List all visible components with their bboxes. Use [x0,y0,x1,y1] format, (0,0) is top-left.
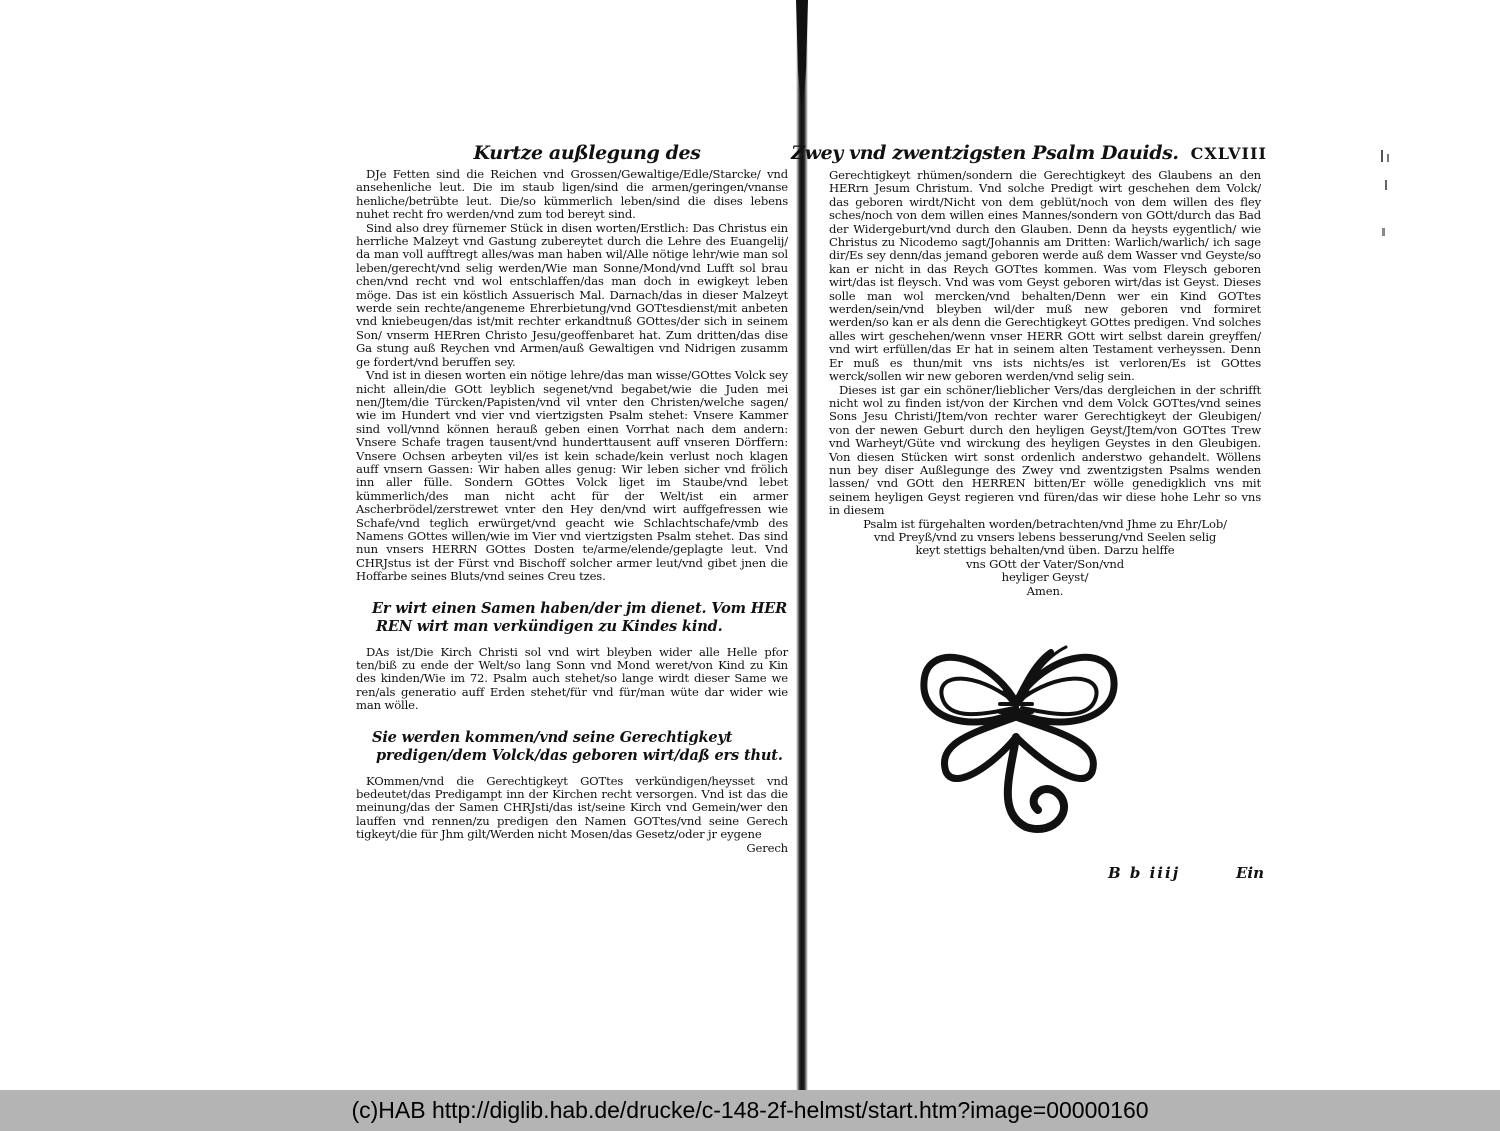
left-paragraph-4: DAs ist/Die Kirch Christi sol vnd wirt bleyben wider alle Helle pfor ten/biß zu ende der Welt/so lang Sonn vnd Mond weret/von Kind zu Kin des kinden/Wie im 72. Psalm auch stehet/so lange wirdt dieser Same we ren/als generatio auff Erden stehet/für vnd für/man wüte dar wider wie man wölle. [356,644,788,713]
gutter-top-shadow [790,0,814,110]
right-running-header-row [771,140,1267,167]
signature-mark: B b iiij [1108,864,1181,882]
footer-source-url: (c)HAB http://diglib.hab.de/drucke/c-148-2f-helmst/start.htm?image=00000160 [351,1097,1149,1123]
closing-line: Amen. [1026,583,1064,598]
closing-line: vns GOtt der Vater/Son/vnd [966,556,1124,571]
right-catchword: Ein [1236,864,1265,882]
closing-line: keyt stettigs behalten/vnd üben. Darzu helffe [915,543,1175,558]
left-paragraph-5: KOmmen/vnd die Gerechtigkeyt GOTtes verkündigen/heysset vnd bedeutet/das Predigampt inn der Kirchen recht versorgen. Vnd ist das die meinung/das der Samen CHRJsti/das ist/seine Kirch vnd Gemein/wer den lauffen vnd rennen/zu predigen den Namen GOTtes/vnd seine Gerech tigkeyt/die für Jhm gilt/Werden nicht Mosen/das Gesetz/oder jr eygene [356,773,788,842]
folio-number: CXLVIII [1190,144,1267,163]
right-paragraph-1: Gerechtigkeyt rhümen/sondern die Gerechtigkeyt des Glaubens an den HERrn Jesum Christum. Vnd solche Predigt wirt geschehen dem Volck/ das geboren wirdt/Nicht von dem geblüt/noch von dem willen des fley sches/noch von dem willen eines Mannes/sondern von GOtt/durch das Bad der Widergeburt/vnd durch den Glauben. Denn da heysts eygentlich/ wie Christus zu Nicodemo sagt/Johannis am Dritten: Warlich/warlich/ ich sage dir/Es sey denn/das jemand geboren werde auß dem Wasser vnd Geyste/so kan er nicht in das Reych GOTtes kommen. Was vom Fleysch geboren wirt/das ist fleysch. Vnd was vom Geyst geboren wirt/das ist Geyst. Dieses solle man wol mercken/vnd behalten/Denn wer ein Kind GOTtes werden/sein/vnd bleyben wil/der muß new geboren vnd formiret werden/so kan er als denn die Gerechtigkeyt GOttes predigen. Vnd solches alles wirt geschehen/wenn vnser HERR GOtt wirt selbst darein greyffen/ vnd wirt erfüllen/das Er hat in seinem alten Testament verheyssen. Denn Er muß es thun/mit vns ists nichts/es ist verloren/Es ist GOttes werck/sollen wir new geboren werden/vnd selig sein. [829,168,1261,384]
page-edge-specks [1376,150,1396,250]
left-verse-2: Sie werden kommen/vnd seine Gerechtigkeyt predigen/dem Volck/das geboren wirt/daß ers thut. [372,728,783,764]
closing-line: Psalm ist fürgehalten worden/betrachten/vnd Jhme zu Ehr/Lob/ [863,516,1227,531]
right-running-header: Zwey vnd zwentzigsten Psalm Dauids. [791,142,1179,164]
copyright-footer-bar [0,1090,1500,1131]
left-paragraph-2: Sind also drey fürnemer Stück in disen worten/Erstlich: Das Christus ein herrliche Malzeyt vnd Gastung zubereytet durch die Lehre des Euangelij/ da man voll aufftregt alles/was man haben wil/Alle nötige lehr/wie man sol leben/gerecht/vnd selig werden/Wie man Sonne/Mond/vnd Lufft sol brau chen/vnd recht vnd wol entschlaffen/das man doch in ewigkeyt leben möge. Das ist ein köstlich Assuerisch Mal. Darnach/das in dieser Malzeyt werde sein rechte/angeneme Ehrerbietung/vnd GOTtesdienst/mit anbeten vnd kniebeugen/das ist/mit rechter erkandtnuß GOttes/der sich in seinem Son/ vnserm HERren Christo Jesu/geoffenbaret hat. Zum dritten/das dise Ga stung auß Reychen vnd Armen/auß Gewaltigen vnd Nidrigen zusamm ge fordert/vnd beruffen sey. [356,220,788,369]
left-paragraph-3: Vnd ist in diesen worten ein nötige lehre/das man wisse/GOttes Volck sey nicht allein/die GOtt leyblich segenet/vnd begabet/wie die Juden mei nen/Jtem/die Türcken/Papisten/vnd vil vnter den Christen/welche sagen/ wie im Hundert vnd vier vnd viertzigsten Psalm stehet: Vnsere Kammer sind voll/vnnd können herauß geben einen Vorrhat nach dem andern: Vnsere Schafe tragen tausent/vnd hunderttausent auff vnseren Dörffern: Vnsere Ochsen arbeyten vil/es ist kein schade/kein verlust noch klagen auff vnsern Gassen: Wir haben alles genug: Wir leben sicher vnd frölich inn aller fülle. Sondern GOttes Volck liget im Staube/vnd lebet kümmerlich/des man nicht acht für der Welt/ist ein armer Ascherbrödel/zerstrewet vnter den Hey den/vnd wirt auffgefressen wie Schafe/vnd teglich erwürget/vnd geacht wie Schlachtschafe/vmb des Namens GOttes willen/wie im Vier vnd viertzigsten Psalm stehet. Das sind nun vnsers HERRN GOttes Dosten te/arme/elende/geplagte leut. Vnd CHRJstus ist der Fürst vnd Bischoff solcher armer leut/vnd gibet jnen die Hoffarbe seines Bluts/vnd seines Creu tzes. [356,368,788,584]
left-verse-1: Er wirt einen Samen haben/der jm dienet. Vom HER REN wirt man verkündigen zu Kindes kind. [372,599,788,635]
left-running-header: Kurtze außlegung des [473,142,701,164]
closing-line: vnd Preyß/vnd zu vnsers lebens besserung/vnd Seelen selig [873,529,1217,544]
right-page [791,140,1267,598]
calligraphic-knot-ornament [916,642,1122,838]
right-paragraph-2: Dieses ist gar ein schöner/lieblicher Vers/das dergleichen in der schrifft nicht wol zu finden ist/von der Kirchen vnd dem Volck GOTtes/vnd seines Sons Jesu Christi/Jtem/von rechter warer Gerechtigkeyt der Gleubigen/ von der newen Geburt durch den heyligen Geyst/Jtem/von GOTtes Trew vnd Warheyt/Güte vnd wirckung des heyligen Geystes in den Gleubigen. Von diesen Stücken wirt sonst ordenlich anderstwo gehandelt. Wöllens nun bey diser Außlegunge des Zwey vnd zwentzigsten Psalms wenden lassen/ vnd GOtt den HERREN bitten/Er wölle genedigklich vns mit seinem heyligen Geyst regieren vnd füren/das wir diese hohe Lehr so vns in diesem [829,382,1261,518]
closing-line: heyliger Geyst/ [1001,570,1089,585]
left-paragraph-1: DJe Fetten sind die Reichen vnd Grossen/Gewaltige/Edle/Starcke/ vnd ansehenliche leut. Die im staub ligen/sind die armen/geringen/vnanse henliche/betrübte leut. Die/so kümmerlich leben/sind die dises lebens nuhet recht fro werden/vnd zum tod bereyt sind. [356,167,788,222]
left-page [356,140,788,855]
closing-prayer [829,518,1261,598]
left-catchword: Gerech [746,840,788,855]
